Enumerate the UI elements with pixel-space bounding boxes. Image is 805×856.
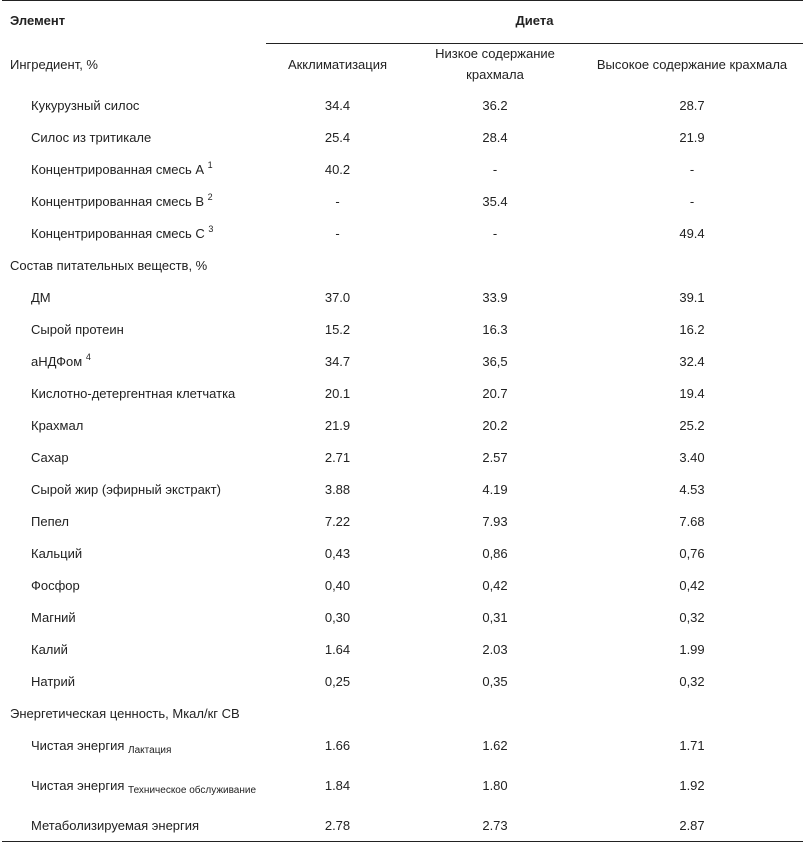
value-cell: 0,42 xyxy=(679,577,705,593)
table-row xyxy=(2,665,803,697)
subscript-label: Техническое обслуживание xyxy=(128,784,257,796)
row-name: Концентрированная смесь А xyxy=(31,161,208,177)
row-name: Сырой жир (эфирный экстракт) xyxy=(31,481,221,497)
value-cell: 36.2 xyxy=(482,97,508,113)
value-cell: 28.4 xyxy=(482,129,508,145)
value-cell: 20.2 xyxy=(482,417,508,433)
row-name: Кукурузный силос xyxy=(31,97,140,113)
footnote-marker: 1 xyxy=(207,159,213,170)
value-cell: 0,31 xyxy=(482,609,508,625)
table-row xyxy=(2,185,803,217)
row-name: Силос из тритикале xyxy=(31,129,152,145)
value-cell: 0,40 xyxy=(324,577,351,593)
row-name: Магний xyxy=(31,609,76,625)
row-label xyxy=(2,505,266,537)
value-cell: 49.4 xyxy=(679,225,705,241)
row-name: Кислотно-детергентная клетчатка xyxy=(31,385,236,401)
nutrients-group xyxy=(2,281,803,697)
row-name: Калий xyxy=(31,641,68,657)
value-cell: 1.92 xyxy=(679,777,705,793)
table-row xyxy=(2,89,803,121)
value-cell: 2.71 xyxy=(324,449,351,465)
value-cell: - xyxy=(492,161,498,177)
value-cell: 7.68 xyxy=(679,513,705,529)
row-label xyxy=(2,89,266,121)
value-cell: 1.71 xyxy=(679,737,705,753)
table-row xyxy=(2,569,803,601)
value-cell: 0,30 xyxy=(324,609,351,625)
value-cell: 3.88 xyxy=(324,481,351,497)
row-label xyxy=(2,409,266,441)
diet-composition-table xyxy=(2,0,803,842)
row-label xyxy=(2,281,266,313)
value-cell: 2.57 xyxy=(482,449,508,465)
value-cell: 21.9 xyxy=(324,417,351,433)
row-name: Чистая энергия xyxy=(31,737,129,753)
energy-group xyxy=(2,729,803,842)
energy-section-label: Энергетическая ценность, Мкал/кг СВ xyxy=(10,705,240,721)
value-cell: 0,32 xyxy=(679,673,705,689)
table-row xyxy=(2,345,803,377)
value-cell: 16.2 xyxy=(679,321,705,337)
diet-header: Диета xyxy=(266,1,803,40)
value-cell: 1.84 xyxy=(324,777,351,793)
subheader-row xyxy=(2,39,803,89)
value-cell: 25.2 xyxy=(679,417,705,433)
value-cell: 33.9 xyxy=(482,289,508,305)
value-cell: 19.4 xyxy=(679,385,705,401)
row-name: Сахар xyxy=(31,449,69,465)
table-row xyxy=(2,153,803,185)
row-name: Кальций xyxy=(31,545,83,561)
footnote-marker: 2 xyxy=(207,191,213,202)
value-cell: 40.2 xyxy=(324,161,351,177)
row-name: Концентрированная смесь В xyxy=(31,193,208,209)
table-row xyxy=(2,217,803,249)
value-cell: - xyxy=(492,225,498,241)
col-acclimatization: Акклиматизация xyxy=(287,56,388,72)
row-label xyxy=(2,345,266,377)
value-cell: - xyxy=(689,161,695,177)
row-label xyxy=(2,377,266,409)
value-cell: 16.3 xyxy=(482,321,508,337)
row-name: Чистая энергия xyxy=(31,777,129,793)
value-cell: 25.4 xyxy=(324,129,351,145)
value-cell: 0,25 xyxy=(324,673,351,689)
value-cell: 15.2 xyxy=(324,321,351,337)
table-row xyxy=(2,473,803,505)
nutrients-section-label: Состав питательных веществ, % xyxy=(10,257,208,273)
row-name: Концентрированная смесь С xyxy=(31,225,209,241)
table-row xyxy=(2,441,803,473)
value-cell: 1.66 xyxy=(324,737,351,753)
value-cell: 0,86 xyxy=(482,545,508,561)
table-row xyxy=(2,409,803,441)
row-label xyxy=(2,665,266,697)
ingredient-section-label: Ингредиент, % xyxy=(10,56,98,72)
value-cell: - xyxy=(335,193,340,209)
ingredients-group xyxy=(2,89,803,249)
value-cell: 1.80 xyxy=(482,777,508,793)
row-name: Крахмал xyxy=(31,417,84,433)
value-cell: - xyxy=(335,225,340,241)
value-cell: 28.7 xyxy=(679,97,705,113)
table-row xyxy=(2,601,803,633)
row-label xyxy=(2,121,266,153)
value-cell: 21.9 xyxy=(679,129,705,145)
row-label xyxy=(2,761,266,809)
table-row xyxy=(2,121,803,153)
row-label xyxy=(2,153,266,185)
table-container xyxy=(2,0,803,842)
value-cell: 1.99 xyxy=(679,641,705,657)
table-row xyxy=(2,505,803,537)
table-row xyxy=(2,281,803,313)
row-label xyxy=(2,217,266,249)
row-label xyxy=(2,441,266,473)
row-label xyxy=(2,633,266,665)
value-cell: 0,32 xyxy=(679,609,705,625)
row-label xyxy=(2,473,266,505)
header-row xyxy=(2,1,803,40)
value-cell: 2.73 xyxy=(409,809,581,842)
value-cell: 2.78 xyxy=(266,809,409,842)
row-name: аНДФом xyxy=(31,353,86,369)
value-cell: - xyxy=(689,193,695,209)
row-label xyxy=(2,809,266,842)
row-name: Фосфор xyxy=(31,577,80,593)
col-high-starch: Высокое содержание крахмала xyxy=(596,56,788,72)
value-cell: 4.19 xyxy=(482,481,508,497)
value-cell: 36,5 xyxy=(482,353,508,369)
row-name: Натрий xyxy=(31,673,76,689)
row-label xyxy=(2,601,266,633)
value-cell: 7.22 xyxy=(324,513,351,529)
col-low-starch: Низкое содержание крахмала xyxy=(435,46,555,82)
table-row xyxy=(2,633,803,665)
value-cell: 0,42 xyxy=(482,577,508,593)
diet-header-divider xyxy=(266,43,803,44)
value-cell: 1.64 xyxy=(324,641,351,657)
value-cell: 2.03 xyxy=(482,641,508,657)
value-cell: 20.1 xyxy=(324,385,351,401)
section-row xyxy=(2,249,803,281)
row-label xyxy=(2,729,266,761)
value-cell: 32.4 xyxy=(679,353,705,369)
value-cell: 39.1 xyxy=(679,289,705,305)
value-cell: 0,43 xyxy=(324,545,351,561)
value-cell: 34.7 xyxy=(324,353,351,369)
row-label xyxy=(2,185,266,217)
table-row xyxy=(2,313,803,345)
table-row xyxy=(2,761,803,809)
value-cell: 0,76 xyxy=(679,545,705,561)
value-cell: 0,35 xyxy=(482,673,508,689)
row-name: Пепел xyxy=(31,513,69,529)
subscript-label: Лактация xyxy=(128,744,172,756)
row-label xyxy=(2,537,266,569)
value-cell: 35.4 xyxy=(482,193,508,209)
table-row xyxy=(2,729,803,761)
row-label xyxy=(2,569,266,601)
footnote-marker: 4 xyxy=(85,351,91,362)
value-cell: 7.93 xyxy=(482,513,508,529)
value-cell: 4.53 xyxy=(679,481,705,497)
value-cell: 1.62 xyxy=(482,737,508,753)
table-row xyxy=(2,377,803,409)
element-header: Элемент xyxy=(2,1,266,40)
value-cell: 3.40 xyxy=(679,449,705,465)
value-cell: 2.87 xyxy=(581,809,803,842)
footnote-marker: 3 xyxy=(208,223,214,234)
row-name: ДМ xyxy=(31,289,51,305)
row-name: Метаболизируемая энергия xyxy=(31,817,200,833)
table-row xyxy=(2,809,803,842)
value-cell: 20.7 xyxy=(482,385,508,401)
value-cell: 34.4 xyxy=(324,97,351,113)
value-cell: 37.0 xyxy=(324,289,351,305)
table-row xyxy=(2,537,803,569)
row-label xyxy=(2,313,266,345)
row-name: Сырой протеин xyxy=(31,321,124,337)
section-row xyxy=(2,697,803,729)
